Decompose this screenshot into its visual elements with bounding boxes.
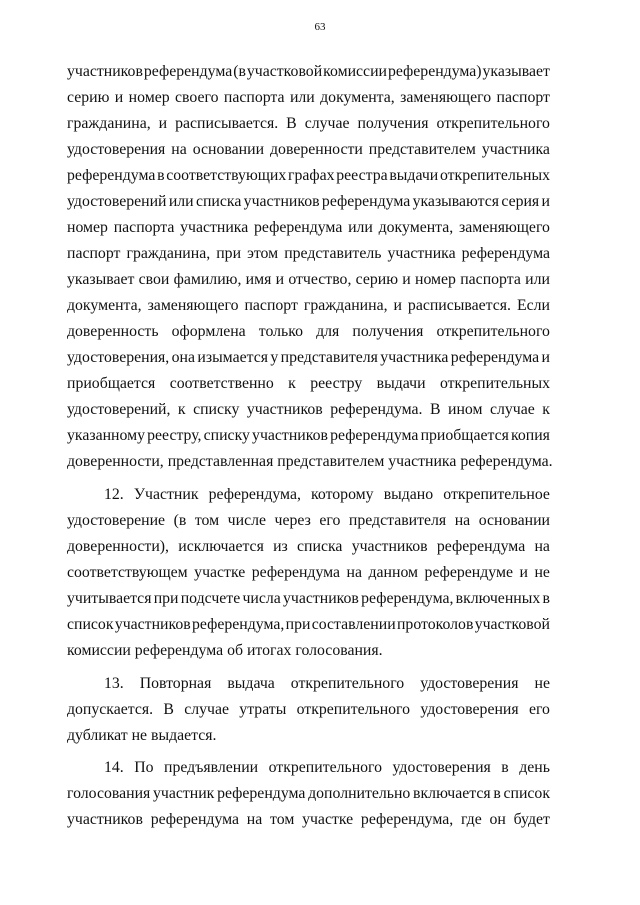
- text-line: учитывается при подсчете числа участников референдума, включенных в: [67, 590, 550, 607]
- paragraph-14-first-line: 14. По предъявлении открепительного удостоверения в день: [104, 759, 550, 776]
- text-line: дубликат не выдается.: [67, 727, 217, 744]
- text-line: участников референдума на том участке референдума, где он будет: [67, 811, 550, 828]
- text-line: референдума в соответствующих графах реестра выдачи открепительных: [67, 167, 550, 184]
- text-line: гражданина, и расписывается. В случае получения открепительного: [67, 115, 550, 132]
- text-line: голосования участник референдума дополнительно включается в список: [67, 785, 550, 802]
- text-line: доверенности), исключается из списка участников референдума на: [67, 538, 550, 555]
- text-line: участников референдума (в участковой комиссии референдума) указывает: [67, 63, 550, 80]
- text-line: удостоверение (в том числе через его представителя на основании: [67, 512, 550, 529]
- text-line: документа, заменяющего паспорт гражданина, и расписывается. Если: [67, 297, 550, 314]
- text-line: указывает свои фамилию, имя и отчество, серию и номер паспорта или: [67, 271, 550, 288]
- text-line: доверенности, представленная представителем участника референдума.: [67, 453, 553, 470]
- text-line: комиссии референдума об итогах голосования.: [67, 642, 383, 659]
- paragraph-12-first-line: 12. Участник референдума, которому выдано открепительное: [104, 486, 550, 503]
- text-line: доверенность оформлена только для получения открепительного: [67, 323, 550, 340]
- text-line: серию и номер своего паспорта или документа, заменяющего паспорт: [67, 89, 550, 106]
- text-line: номер паспорта участника референдума или документа, заменяющего: [67, 219, 550, 236]
- paragraph-13-first-line: 13. Повторная выдача открепительного удостоверения не: [104, 675, 550, 692]
- text-line: список участников референдума, при составлении протоколов участковой: [67, 616, 550, 633]
- text-line: паспорт гражданина, при этом представитель участника референдума: [67, 245, 550, 262]
- text-line: удостоверений или списка участников референдума указываются серия и: [67, 193, 550, 210]
- text-line: удостоверения, она изымается у представителя участника референдума и: [67, 349, 550, 366]
- text-line: приобщается соответственно к реестру выдачи открепительных: [67, 375, 550, 392]
- text-line: допускается. В случае утраты открепительного удостоверения его: [67, 701, 550, 718]
- text-line: указанному реестру, списку участников референдума приобщается копия: [67, 427, 550, 444]
- text-line: удостоверения на основании доверенности представителем участника: [67, 141, 550, 158]
- text-line: удостоверений, к списку участников референдума. В ином случае к: [67, 401, 550, 418]
- page-number: 63: [314, 21, 326, 33]
- text-line: соответствующем участке референдума на данном референдуме и не: [67, 564, 550, 581]
